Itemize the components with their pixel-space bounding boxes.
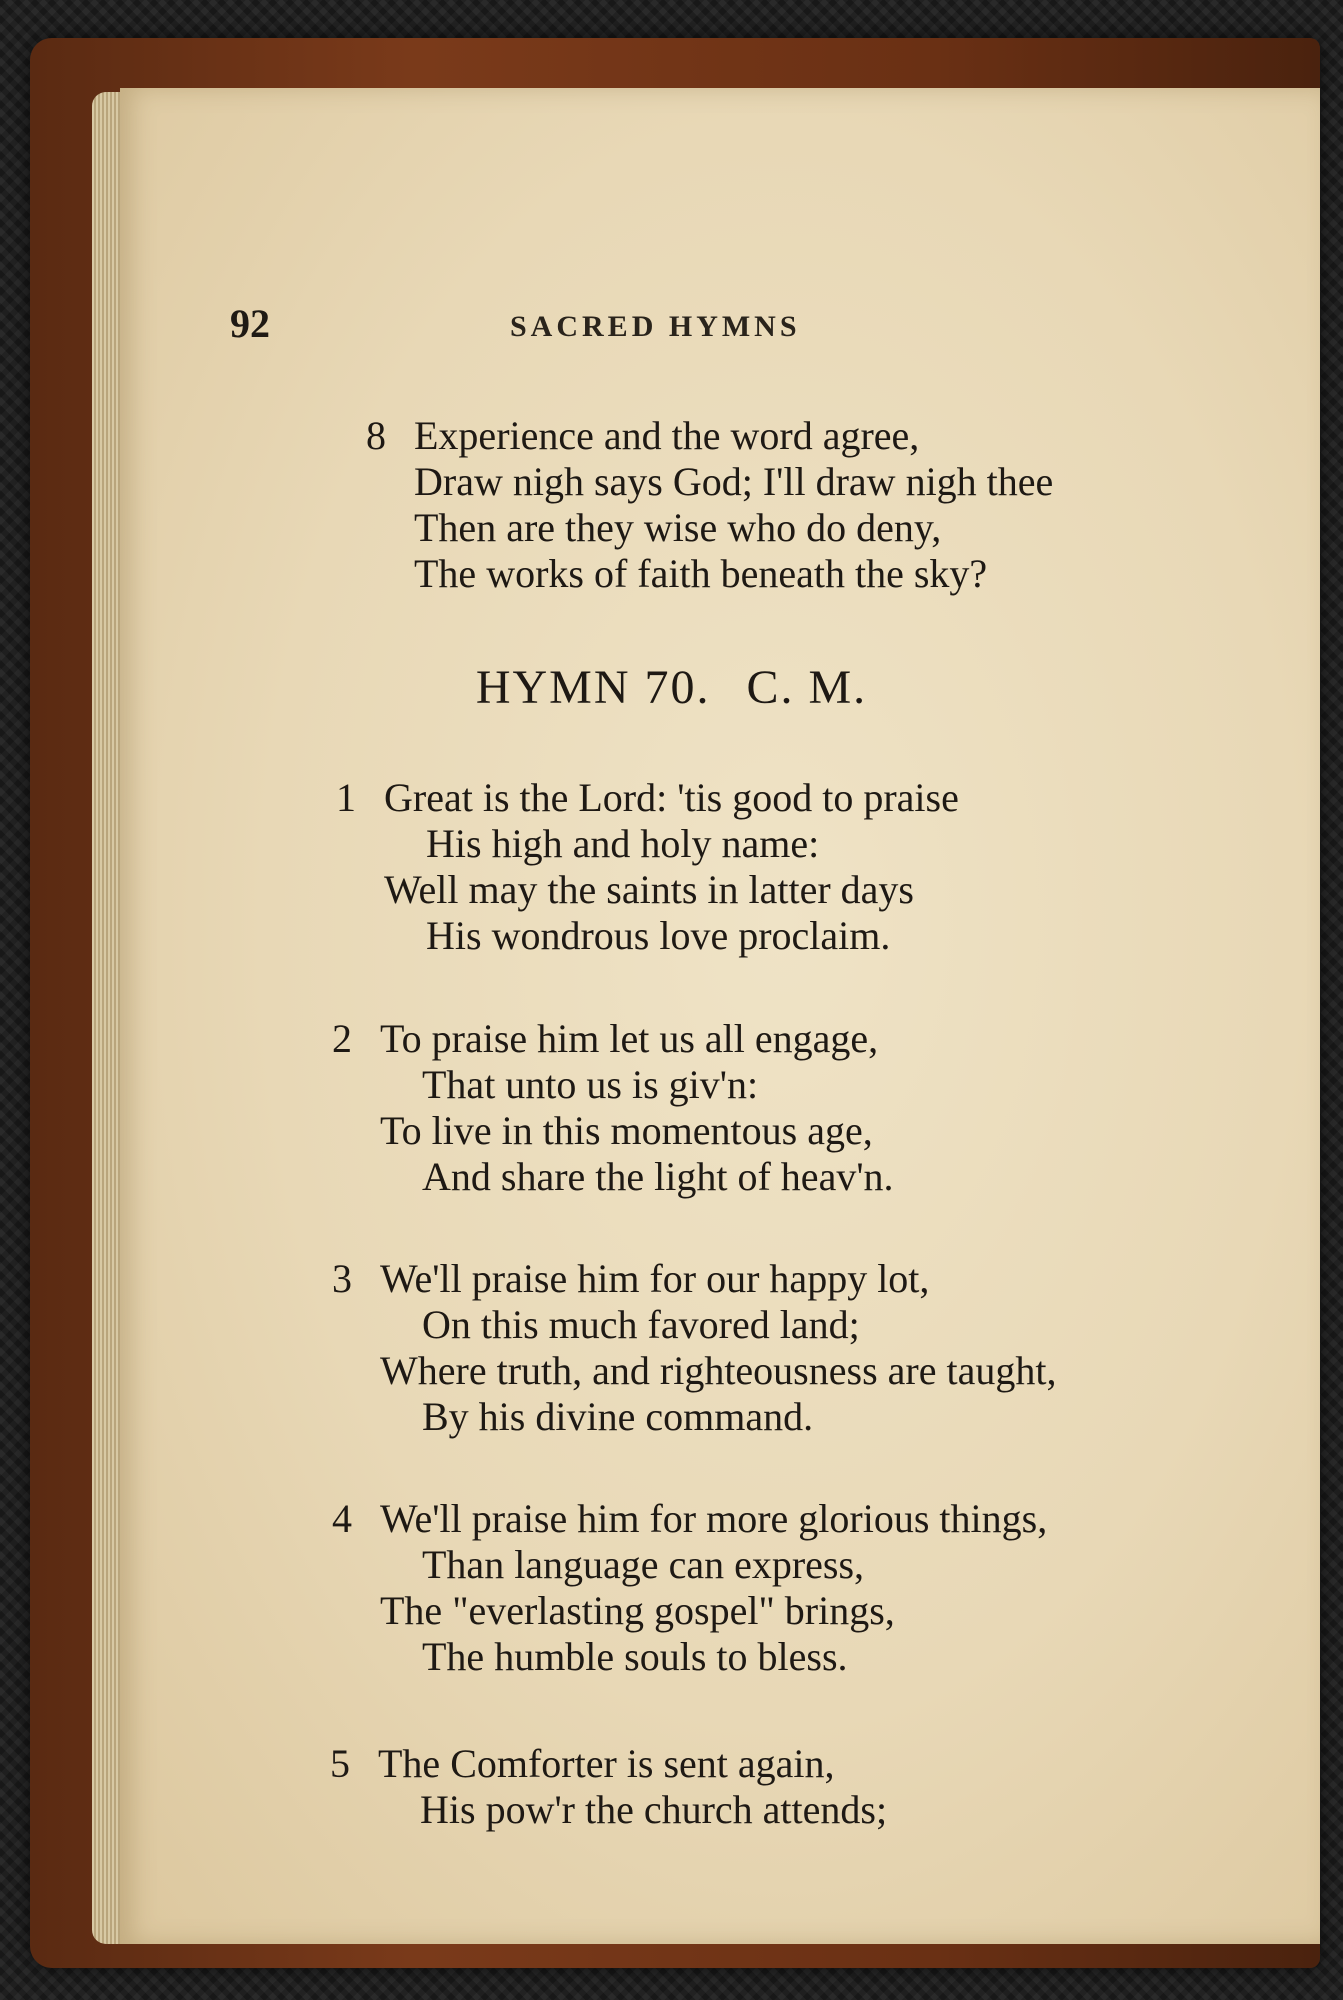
stanza-number: 1 [336,775,356,820]
stanza-number: 3 [332,1256,352,1301]
line-text: Where truth, and righteousness are taught, [380,1348,1057,1393]
stanza-line [366,459,1053,505]
line-text: To praise him let us all engage, [380,1016,879,1061]
stanza-number: 8 [366,413,386,458]
line-text: The "everlasting gospel" brings, [380,1588,895,1633]
hymn-stanza [332,1496,1047,1680]
line-text: The Comforter is sent again, [378,1741,835,1786]
hymn-heading [0,660,1343,715]
stanza-line [366,413,1053,459]
line-text: His pow'r the church attends; [420,1787,888,1832]
page-header [230,300,990,360]
line-text: We'll praise him for more glorious things, [380,1496,1048,1541]
hymn-title: HYMN 70. [475,661,711,714]
line-text: The works of faith beneath the sky? [414,551,988,596]
line-text: His high and holy name: [426,821,820,866]
line-text: Experience and the word agree, [414,413,920,458]
line-text: Than language can express, [422,1542,865,1587]
stanza-number: 4 [332,1496,352,1541]
stanza-line [366,505,1053,551]
hymn-stanza [332,1016,894,1200]
hymn-stanza [330,1741,887,1833]
line-text: We'll praise him for our happy lot, [380,1256,930,1301]
hymn-meter: C. M. [746,661,868,714]
running-title: SACRED HYMNS [510,310,801,343]
line-text: By his divine command. [422,1394,814,1439]
line-text: Draw nigh says God; I'll draw nigh thee [414,459,1054,504]
line-text: And share the light of heav'n. [422,1154,894,1199]
stanza-number: 2 [332,1016,352,1061]
line-text: Then are they wise who do deny, [414,505,942,550]
line-text: To live in this momentous age, [380,1108,873,1153]
hymn-stanza [336,775,959,959]
line-text: Great is the Lord: 'tis good to praise [384,775,959,820]
line-text: On this much favored land; [422,1302,860,1347]
page-number: 92 [230,301,270,346]
line-text: His wondrous love proclaim. [426,913,891,958]
line-text: That unto us is giv'n: [422,1062,759,1107]
stanza-number: 5 [330,1741,350,1786]
previous-stanza [366,413,1053,597]
line-text: Well may the saints in latter days [384,867,914,912]
stanza-line [366,551,1053,597]
line-text: The humble souls to bless. [422,1634,848,1679]
hymn-stanza [332,1256,1056,1440]
